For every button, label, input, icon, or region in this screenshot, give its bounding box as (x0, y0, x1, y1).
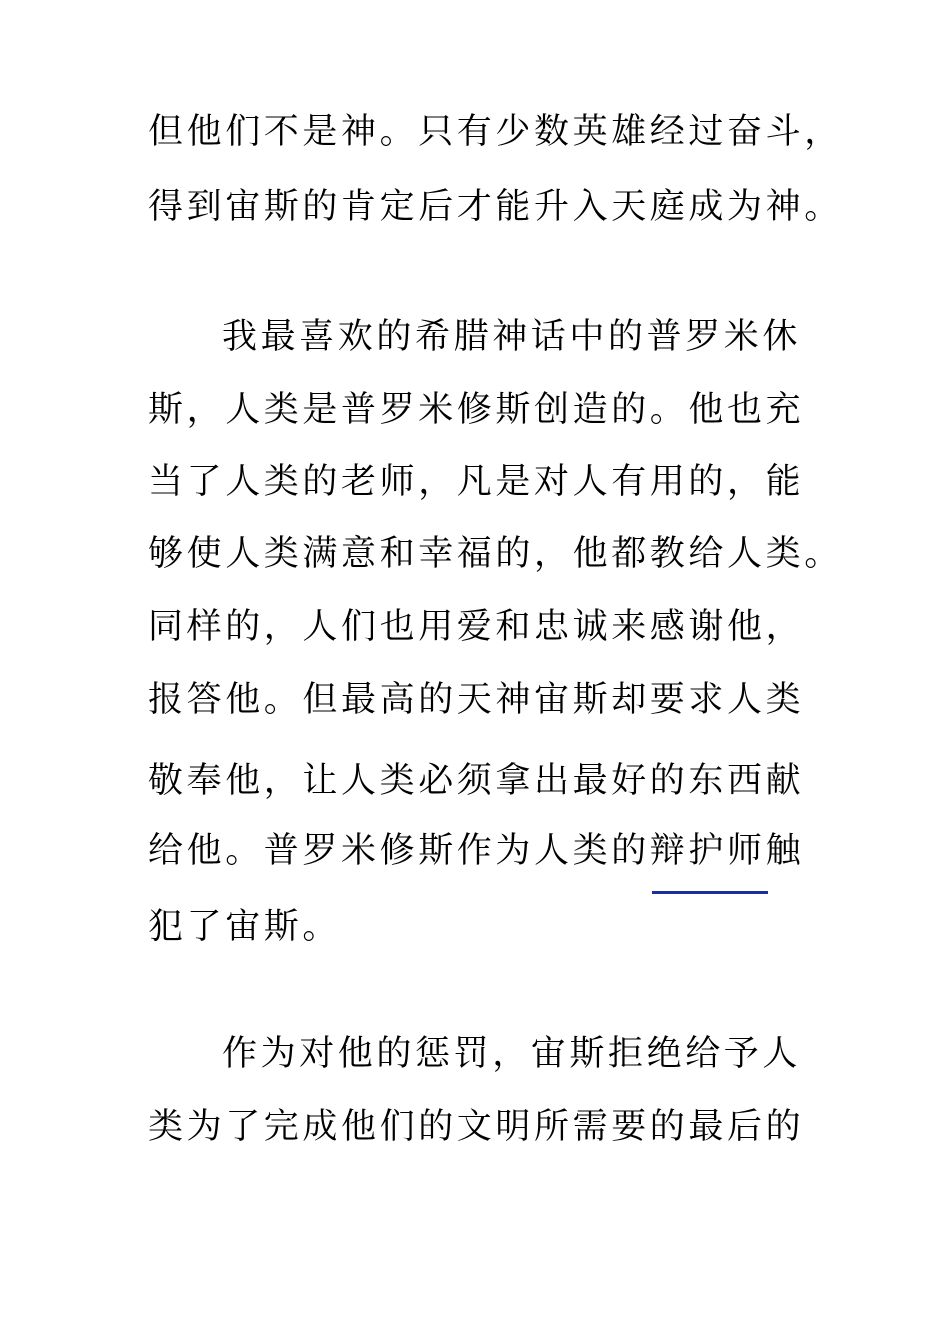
paragraph-2-line-5: 同样的，人们也用爱和忠诚来感谢他， (148, 607, 805, 647)
paragraph-2-line-6: 报答他。但最高的天神宙斯却要求人类 (148, 680, 805, 720)
paragraph-2-line-3: 当了人类的老师，凡是对人有用的，能 (148, 462, 805, 502)
paragraph-1-line-2: 得到宙斯的肯定后才能升入天庭成为神。 (148, 187, 843, 227)
paragraph-2-line-4: 够使人类满意和幸福的，他都教给人类。 (148, 534, 843, 574)
text-underline (652, 891, 768, 894)
paragraph-2-line-1: 我最喜欢的希腊神话中的普罗米休 (222, 317, 802, 357)
paragraph-3-line-1: 作为对他的惩罚，宙斯拒绝给予人 (222, 1034, 802, 1074)
paragraph-2-line-2: 斯，人类是普罗米修斯创造的。他也充 (148, 390, 805, 430)
paragraph-2-line-7: 敬奉他，让人类必须拿出最好的东西献 (148, 761, 805, 801)
paragraph-1-line-1: 但他们不是神。只有少数英雄经过奋斗， (148, 112, 843, 152)
paragraph-3-line-2: 类为了完成他们的文明所需要的最后的 (148, 1107, 805, 1147)
paragraph-2-line-8: 给他。普罗米修斯作为人类的辩护师触 (148, 831, 805, 871)
paragraph-2-line-9: 犯了宙斯。 (148, 907, 342, 947)
